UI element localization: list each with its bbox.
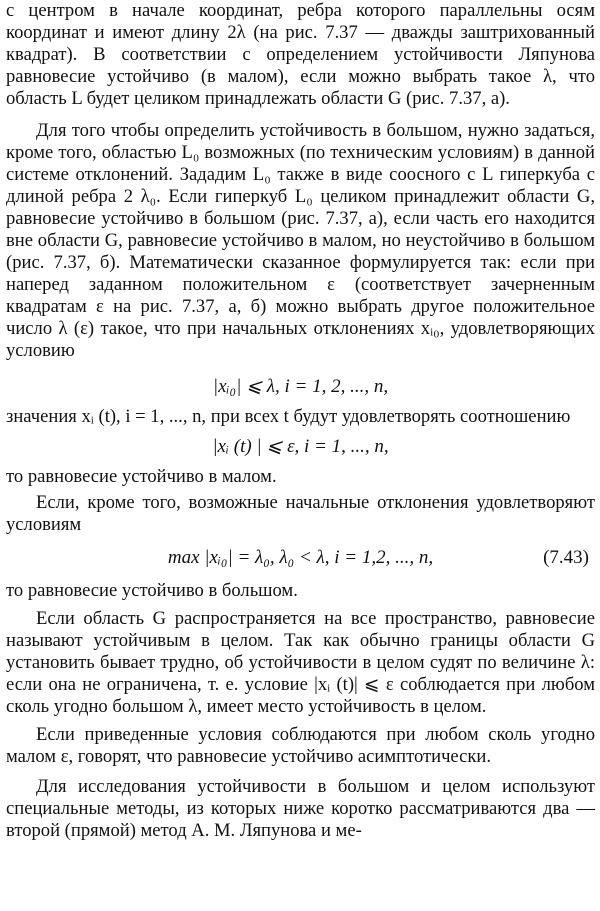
paragraph-methods: Для исследования устойчивости в большом и целом используют специальные методы, из которых ниже коротко рассматриваются два — второй (прямой) метод А. М. Ляпунова и ме- [6,776,595,841]
spacer [6,110,595,120]
equation-text: |xᵢ (t) | ⩽ ε, i = 1, ..., n, [212,436,389,457]
equation-text: |xᵢ₀| ⩽ λ, i = 1, 2, ..., n, [212,376,389,397]
equation-text: max |xᵢ₀| = λ₀, λ₀ < λ, i = 1,2, ..., n, [167,547,434,568]
paragraph-large-conclusion: то равновесие устойчиво в большом. [6,580,298,601]
paragraph-small-conclusion: то равновесие устойчиво в малом. [6,466,277,487]
paragraph-stability-large: Для того чтобы определить устойчивость в большом, нужно задаться, кроме того, областью L₀ возможных (по техническим условиям) в данной системе отклонений. Зададим L₀ также в виде соосного с L гиперкуба с длиной ребра 2 λ₀. Если гиперкуб L₀ целиком принадлежит области G, равновесие устойчиво в большом (рис. 7.37, а), если часть его находится вне области G, равновесие устойчиво в малом, но неустойчиво в большом (рис. 7.37, б). Математически сказанное формулируется так: если при наперед заданном положительном ε (соответствует зачерненным квадратам ε на рис. 7.37, а, б) можно выбрать другое положительное число λ (ε) такое, что при начальных отклонениях xᵢ₀, удовлетворяющих условию [6,120,595,361]
equation-743 [6,536,595,580]
equation-initial-condition [6,368,595,406]
paragraph-asymptotic: Если приведенные условия соблюдаются при любом сколь угодно малом ε, говорят, что равновесие устойчиво асимптотически. [6,724,595,767]
paragraph-initial-deviations: Если, кроме того, возможные начальные отклонения удовлетворяют условиям [6,492,595,535]
equation-bound [6,428,595,466]
paragraph-global-stability: Если область G распространяется на все пространство, равновесие называют устойчивым в целом. Так как обычно границы области G установить бывает трудно, об устойчивости в целом судят по величине λ: если она не ограничена, т. е. условие |xᵢ (t)| ⩽ ε соблюдается при любом сколь угодно большом λ, имеет место устойчивость в целом. [6,608,595,717]
paragraph-continuation: с центром в начале координат, ребра которого параллельны осям координат и имеют длину 2λ (на рис. 7.37 — дважды заштрихованный квадрат). В соответствии с определением устойчивости Ляпунова равновесие устойчиво (в малом), если можно выбрать такое λ, что область L будет целиком принадлежать области G (рис. 7.37, а). [6,0,595,109]
paragraph-values: значения xᵢ (t), i = 1, ..., n, при всех t будут удовлетворять соотношению [6,406,571,427]
equation-number: (7.43) [543,547,589,568]
